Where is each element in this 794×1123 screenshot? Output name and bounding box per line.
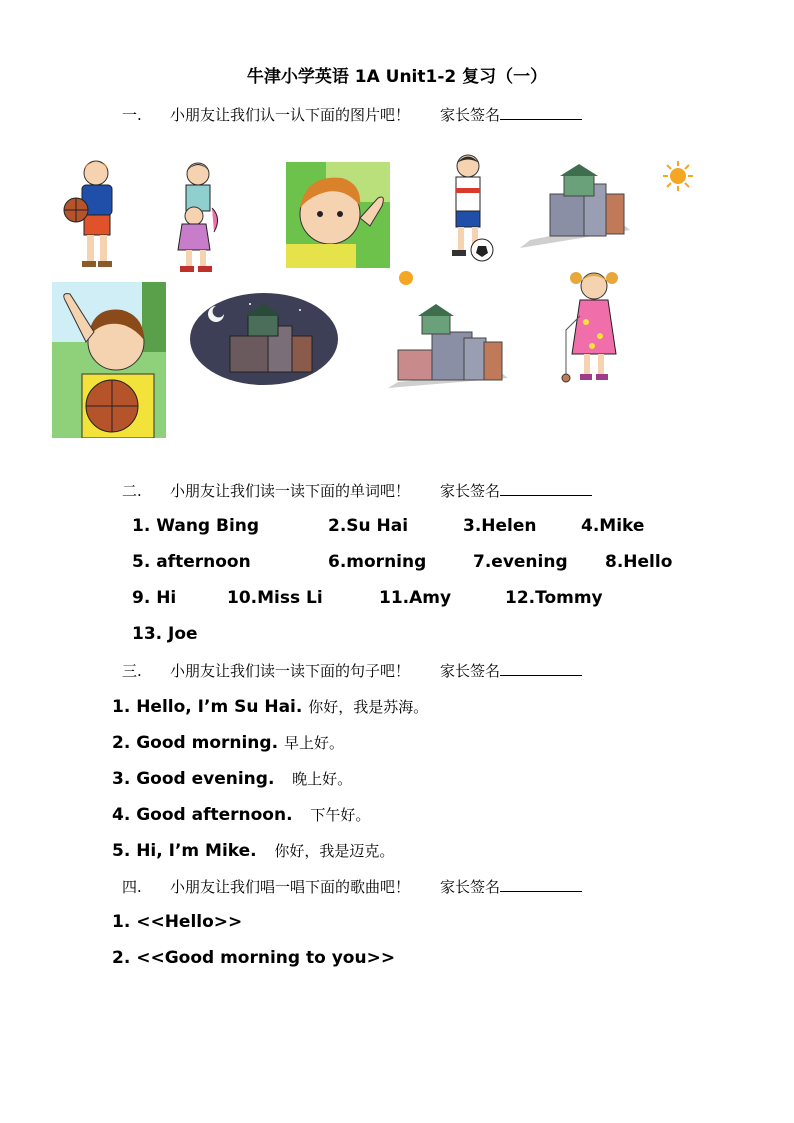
signature-line[interactable] [500, 105, 582, 120]
sentence-item [112, 840, 394, 861]
signature-line[interactable] [500, 877, 582, 892]
section-number: 二. [122, 482, 142, 500]
section-instruction: 小朋友让我们读一读下面的单词吧！ [170, 482, 411, 500]
sentence-item [112, 804, 370, 825]
word-item: 12.Tommy [505, 588, 603, 608]
sentence-english: 3. Good evening. [112, 769, 275, 789]
parent-signature-label: 家长签名 [440, 878, 501, 896]
parent-signature-label: 家长签名 [440, 482, 501, 500]
section-4-header [122, 876, 582, 897]
sentence-chinese: 你好，我是苏海。 [308, 698, 429, 716]
word-item: 6.morning [328, 552, 427, 572]
word-item: 13. Joe [132, 624, 198, 644]
picture-girl-with-yoyo [556, 266, 630, 388]
sentence-chinese: 你好，我是迈克。 [274, 842, 395, 860]
word-item: 8.Hello [605, 552, 673, 572]
page-title: 牛津小学英语 1A Unit1-2 复习（一） [246, 67, 548, 87]
section-2-header [122, 480, 592, 501]
word-item: 1. Wang Bing [132, 516, 260, 536]
picture-building-night [190, 292, 338, 386]
section-instruction: 小朋友让我们唱一唱下面的歌曲吧！ [170, 878, 411, 896]
picture-boy-with-ball-waving [52, 282, 166, 438]
sentence-chinese: 早上好。 [283, 734, 344, 752]
sentence-english: 5. Hi, I’m Mike. [112, 841, 257, 861]
song-item: 1. <<Hello>> [112, 912, 243, 932]
parent-signature-label: 家长签名 [440, 662, 501, 680]
section-instruction: 小朋友让我们读一读下面的句子吧！ [170, 662, 411, 680]
section-instruction: 小朋友让我们认一认下面的图片吧！ [170, 106, 411, 124]
picture-building-afternoon [388, 298, 518, 392]
word-item: 11.Amy [379, 588, 452, 608]
sentence-english: 2. Good morning. [112, 733, 279, 753]
section-number: 一. [122, 106, 142, 124]
word-item: 10.Miss Li [227, 588, 323, 608]
section-number: 四. [122, 878, 142, 896]
word-item: 2.Su Hai [328, 516, 409, 536]
picture-building-day [520, 160, 640, 250]
word-item: 5. afternoon [132, 552, 251, 572]
song-item: 2. <<Good morning to you>> [112, 948, 396, 968]
sentence-item [112, 696, 428, 717]
signature-line[interactable] [500, 481, 592, 496]
parent-signature-label: 家长签名 [440, 106, 501, 124]
picture-boy-waving [286, 162, 390, 268]
picture-boy-with-football [438, 150, 498, 266]
sentence-english: 1. Hello, I’m Su Hai. [112, 697, 303, 717]
picture-mother-and-girl [168, 158, 228, 276]
sun-icon [662, 160, 694, 192]
word-item: 7.evening [473, 552, 568, 572]
sentence-item [112, 768, 352, 789]
sentence-chinese: 晚上好。 [292, 770, 353, 788]
signature-line[interactable] [500, 661, 582, 676]
word-item: 3.Helen [463, 516, 537, 536]
word-item: 9. Hi [132, 588, 177, 608]
sentence-chinese: 下午好。 [310, 806, 371, 824]
picture-boy-with-basketball [62, 155, 128, 273]
section-number: 三. [122, 662, 142, 680]
section-1-header [122, 104, 582, 125]
sentence-english: 4. Good afternoon. [112, 805, 293, 825]
section-3-header [122, 660, 582, 681]
sentence-item [112, 732, 344, 753]
word-item: 4.Mike [581, 516, 645, 536]
sun-icon [396, 268, 416, 288]
